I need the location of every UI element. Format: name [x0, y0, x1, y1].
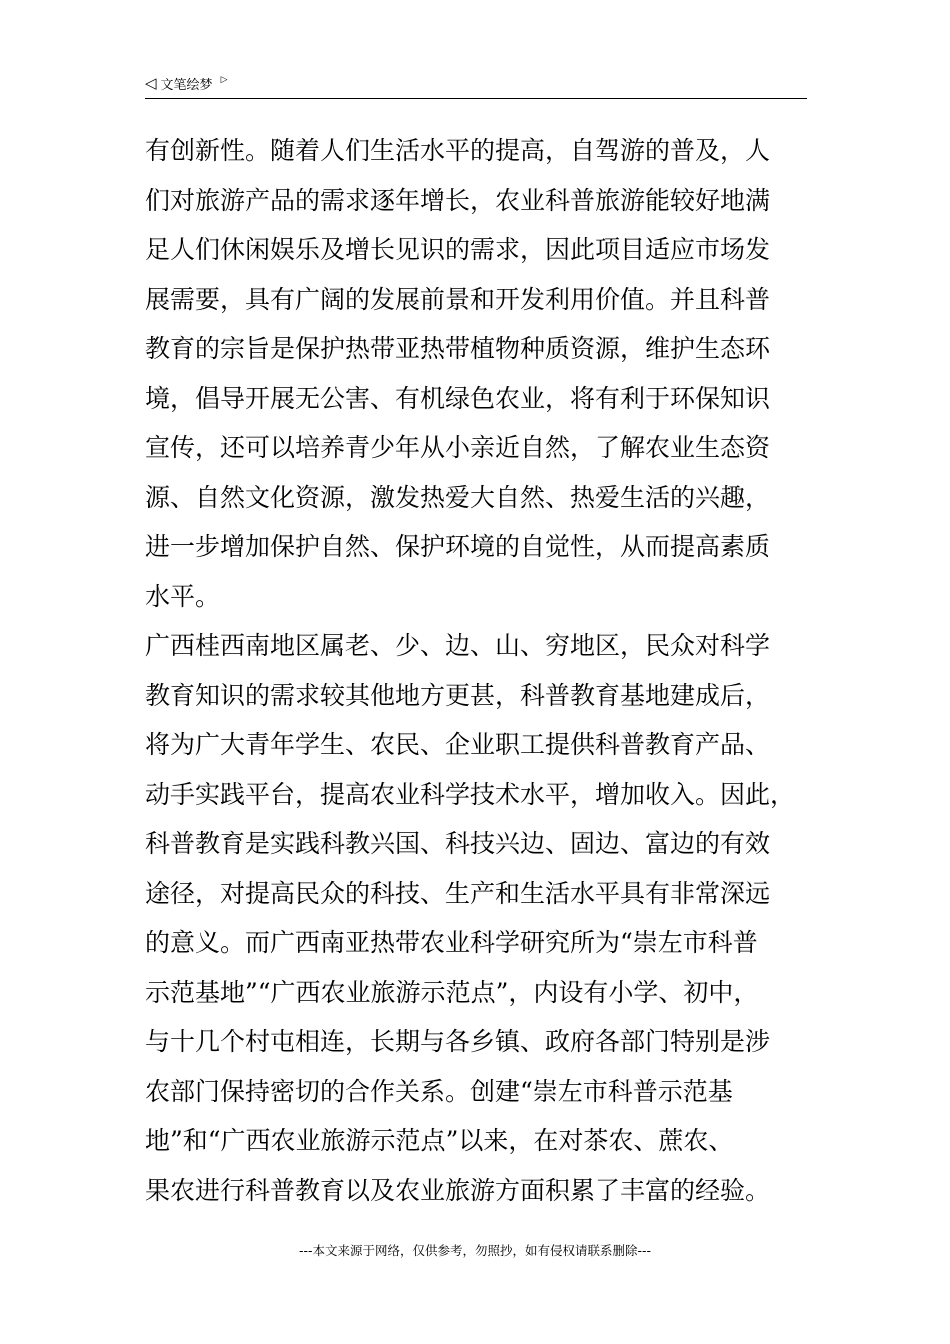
- text-line: 源、自然文化资源，激发热爱大自然、热爱生活的兴趣，: [145, 482, 771, 512]
- text-line: 科普教育是实践科教兴国、科技兴边、固边、富边的有效: [145, 829, 771, 858]
- text-line: 动手实践平台，提高农业科学技术水平，增加收入。因此，: [145, 779, 796, 809]
- text-line: 展需要，具有广阔的发展前景和开发利用价值。并且科普: [145, 284, 771, 314]
- text-line: 教育的宗旨是保护热带亚热带植物种质资源，维护生态环: [145, 334, 771, 363]
- text-line: 农部门保持密切的合作关系。创建“崇左市科普示范基: [145, 1076, 733, 1106]
- text-line: 进一步增加保护自然、保护环境的自觉性，从而提高素质: [145, 532, 771, 561]
- text-line: 地”和“广西农业旅游示范点”以来，在对茶农、蔗农、: [145, 1126, 734, 1155]
- text-line: 的意义。而广西南亚热带农业科学研究所为“崇左市科普: [145, 928, 758, 957]
- page-footer: ---本文来源于网络，仅供参考，勿照抄，如有侵权请联系删除---: [298, 1243, 652, 1258]
- text-line: 将为广大青年学生、农民、企业职工提供科普教育产品、: [145, 730, 771, 759]
- text-line: 们对旅游产品的需求逐年增长，农业科普旅游能较好地满: [145, 185, 771, 215]
- text-line: 宣传，还可以培养青少年从小亲近自然，了解农业生态资: [145, 433, 771, 462]
- text-line: 途径，对提高民众的科技、生产和生活水平具有非常深远: [145, 878, 771, 908]
- document-body: [145, 126, 810, 1215]
- text-line: 示范基地”“广西农业旅游示范点”，内设有小学、初中，: [145, 977, 759, 1007]
- text-line: 教育知识的需求较其他地方更甚，科普教育基地建成后，: [145, 680, 771, 710]
- text-line: 有创新性。随着人们生活水平的提高，自驾游的普及，人: [145, 136, 771, 165]
- header-title: 文笔绘梦: [160, 78, 213, 93]
- left-triangle-icon: ◁: [145, 74, 157, 92]
- right-triangle-icon: ▷: [220, 75, 228, 85]
- text-line: 水平。: [145, 581, 221, 611]
- text-line: 果农进行科普教育以及农业旅游方面积累了丰富的经验。: [145, 1175, 771, 1205]
- text-line: 与十几个村屯相连，长期与各乡镇、政府各部门特别是涉: [145, 1027, 771, 1056]
- text-line: 足人们休闲娱乐及增长见识的需求，因此项目适应市场发: [145, 235, 771, 264]
- text-line: 广西桂西南地区属老、少、边、山、穷地区，民众对科学: [145, 631, 771, 660]
- page-header: [145, 72, 807, 99]
- header-label: [145, 74, 227, 93]
- text-line: 境，倡导开展无公害、有机绿色农业，将有利于环保知识: [145, 383, 771, 413]
